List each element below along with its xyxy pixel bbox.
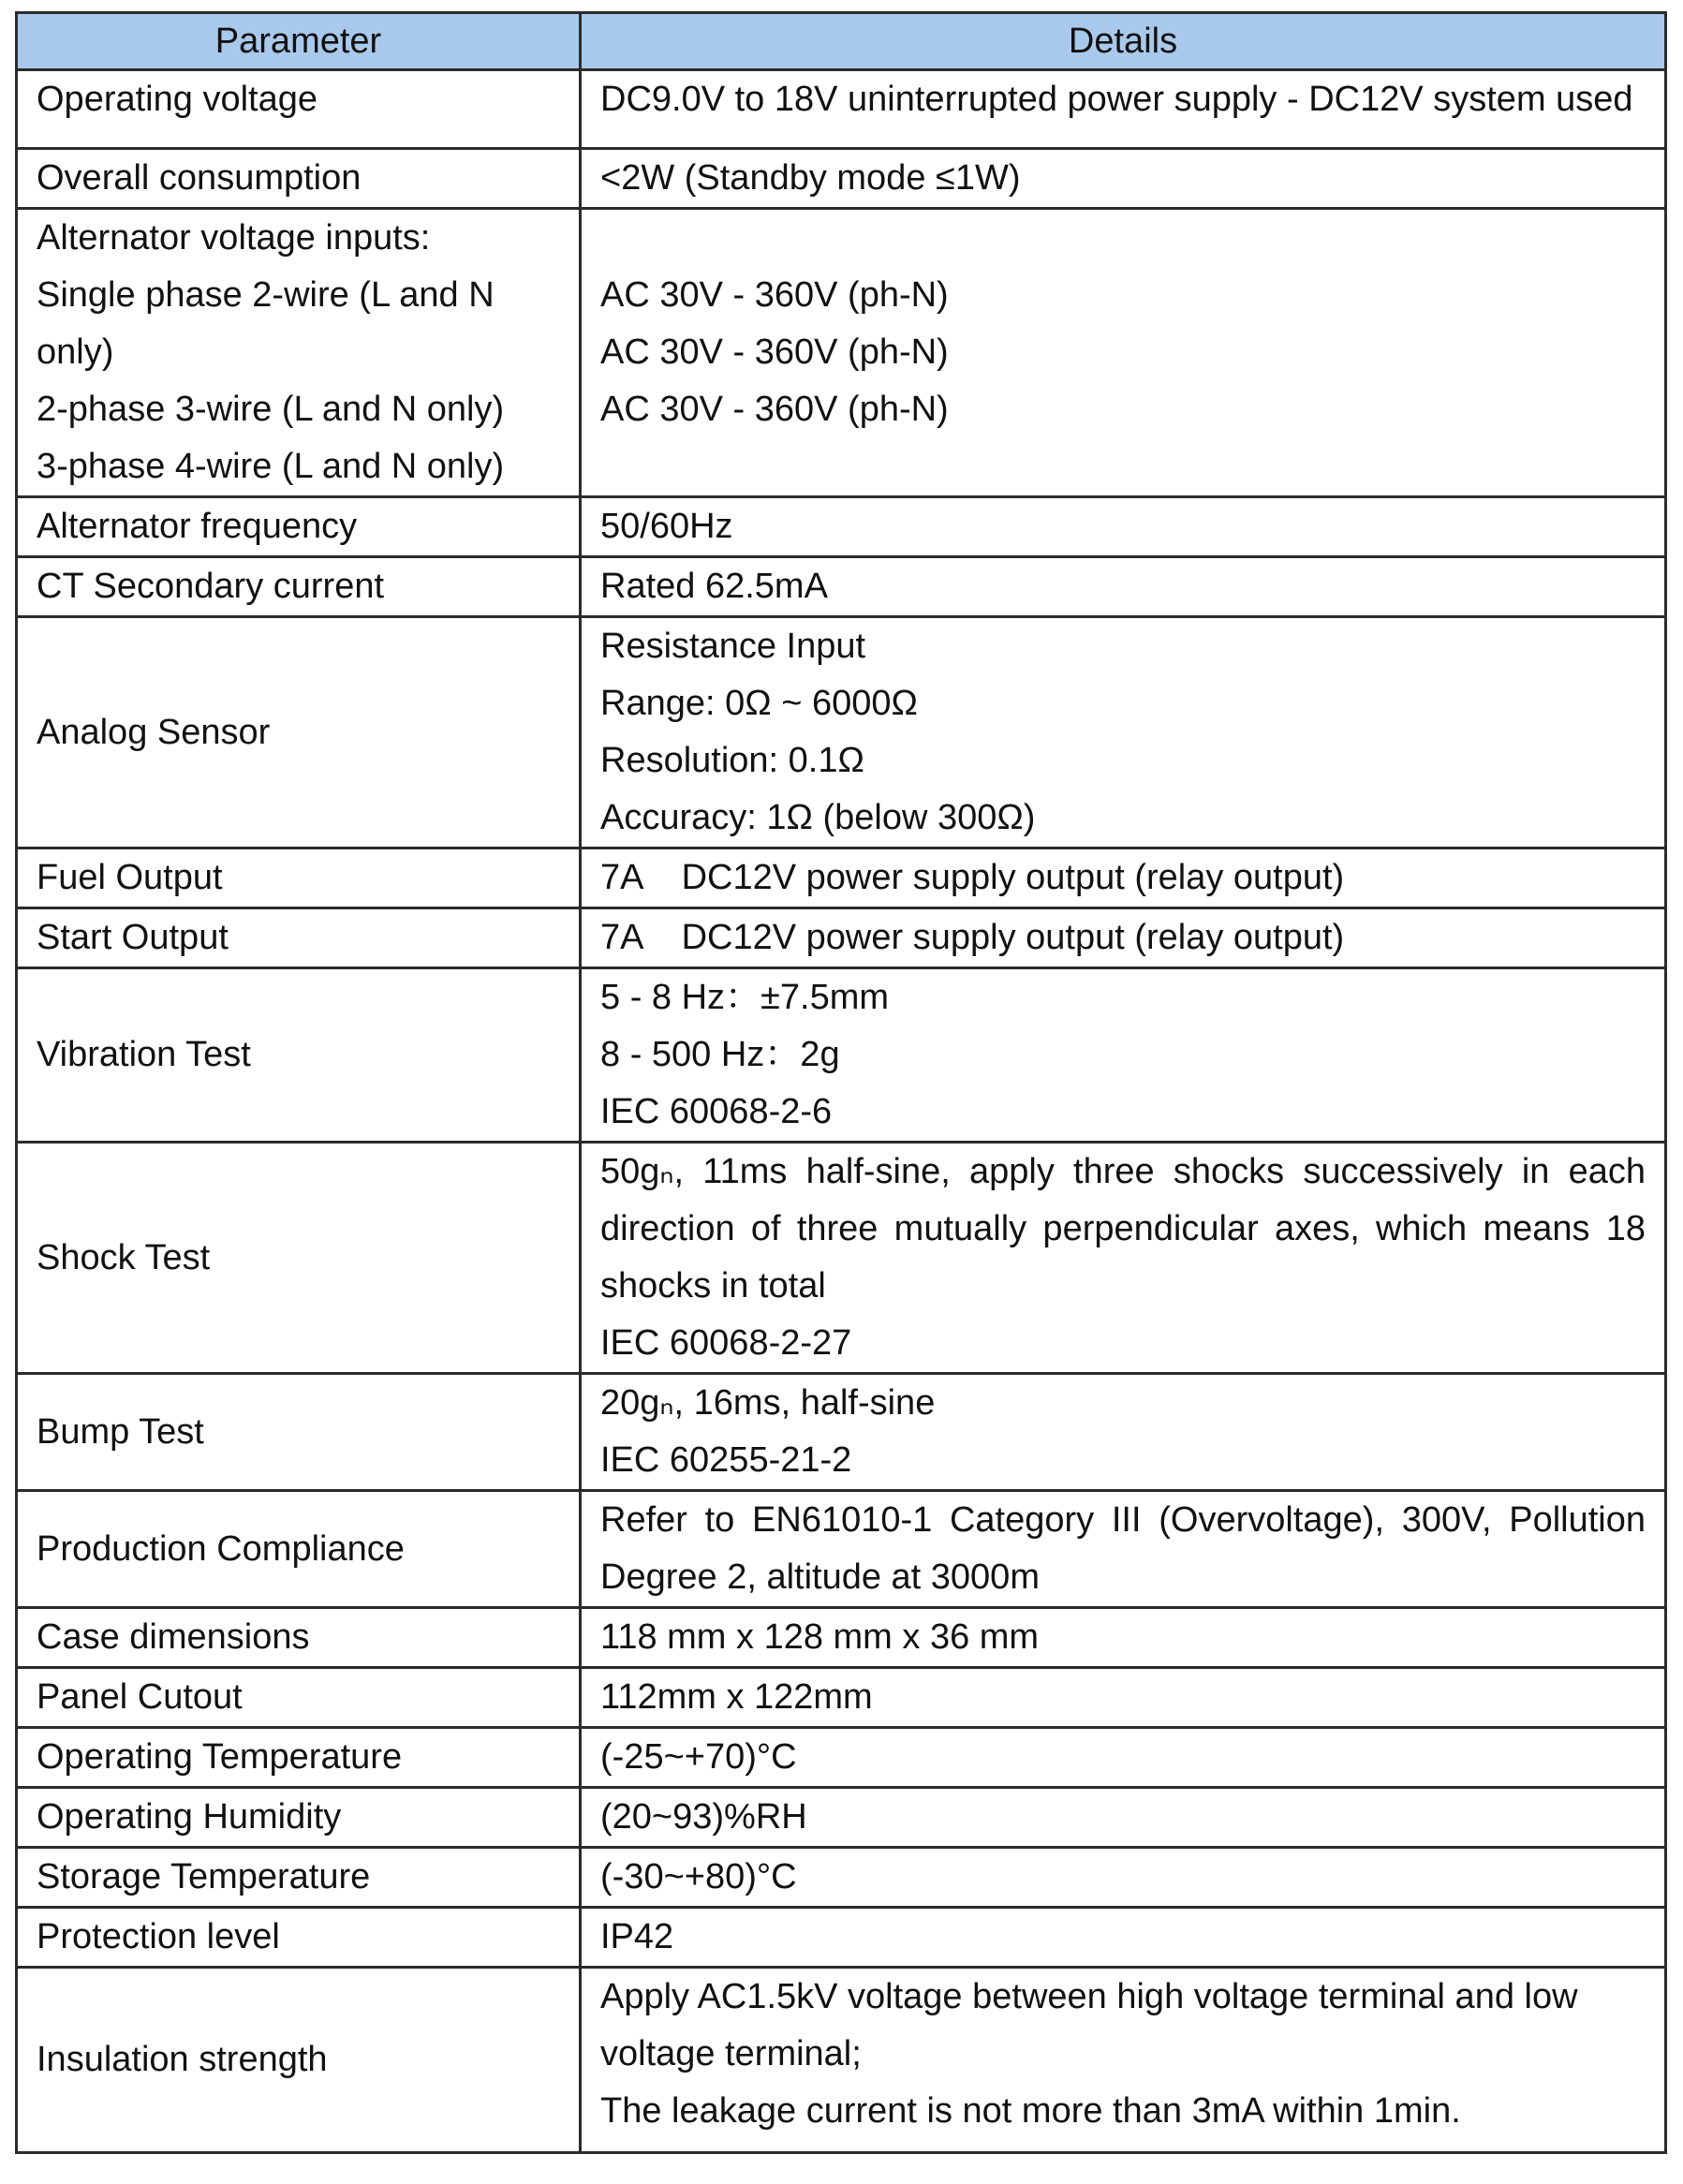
param-text: Fuel Output xyxy=(37,858,223,897)
details-cell xyxy=(581,557,1666,617)
header-parameter: Parameter xyxy=(17,13,581,70)
details-text: Rated 62.5mA xyxy=(600,567,828,606)
param-cell xyxy=(17,209,581,497)
param-text: Case dimensions xyxy=(37,1617,310,1657)
details-text: <2W (Standby mode ≤1W) xyxy=(600,158,1021,198)
details-text: Range: 0Ω ~ 6000Ω xyxy=(600,684,918,723)
details-text: 5 - 8 Hz：±7.5mm xyxy=(600,978,890,1017)
table-row xyxy=(17,617,1666,849)
table-row xyxy=(17,1848,1666,1908)
details-text: AC 30V - 360V (ph-N) xyxy=(600,390,949,429)
header-details: Details xyxy=(581,13,1666,70)
table-row xyxy=(17,149,1666,209)
details-text: IEC 60068-2-6 xyxy=(600,1092,833,1131)
details-cell xyxy=(581,617,1666,849)
table-row xyxy=(17,1668,1666,1728)
table-row xyxy=(17,1968,1666,2153)
param-cell xyxy=(17,1374,581,1491)
details-text: Refer to EN61010-1 Category III (Overvoltage), 300V, Pollution Degree 2, altitude at 3000m xyxy=(600,1500,1646,1597)
param-text: Alternator voltage inputs: xyxy=(37,218,431,258)
details-text: Resistance Input xyxy=(600,627,866,666)
param-text: Vibration Test xyxy=(37,1035,251,1074)
details-cell xyxy=(581,1668,1666,1728)
details-cell xyxy=(581,1728,1666,1788)
param-cell xyxy=(17,617,581,849)
details-text: IP42 xyxy=(600,1917,674,1956)
details-text: (20~93)%RH xyxy=(600,1797,807,1837)
details-cell xyxy=(581,70,1666,149)
table-row xyxy=(17,849,1666,908)
details-cell xyxy=(581,1608,1666,1668)
details-cell xyxy=(581,1788,1666,1848)
details-text: 7A DC12V power supply output (relay output) xyxy=(600,918,1345,957)
param-text: Panel Cutout xyxy=(37,1677,243,1717)
details-text: IEC 60068-2-27 xyxy=(600,1323,852,1363)
param-text: Operating voltage xyxy=(37,80,317,119)
param-cell xyxy=(17,1968,581,2153)
param-cell xyxy=(17,849,581,908)
details-text: The leakage current is not more than 3mA within 1min. xyxy=(600,2091,1461,2131)
table-row xyxy=(17,209,1666,497)
details-text: (-25~+70)°C xyxy=(600,1737,797,1777)
details-text: AC 30V - 360V (ph-N) xyxy=(600,275,949,315)
table-row xyxy=(17,1491,1666,1608)
details-cell xyxy=(581,1848,1666,1908)
details-text: 50gₙ, 11ms half-sine, apply three shocks successively in each direction of three mutually perpendicular axes, which means 18 shocks in total xyxy=(600,1152,1646,1306)
param-cell xyxy=(17,1728,581,1788)
param-cell xyxy=(17,149,581,209)
param-cell xyxy=(17,1668,581,1728)
table-row xyxy=(17,968,1666,1143)
param-text: Operating Temperature xyxy=(37,1737,403,1777)
details-text: 118 mm x 128 mm x 36 mm xyxy=(600,1617,1040,1657)
details-cell xyxy=(581,209,1666,497)
param-text: Start Output xyxy=(37,918,229,957)
details-cell xyxy=(581,497,1666,557)
param-text: Production Compliance xyxy=(37,1528,405,1569)
details-text: 50/60Hz xyxy=(600,507,733,546)
table-row xyxy=(17,70,1666,149)
param-text: CT Secondary current xyxy=(37,567,385,606)
param-text: Single phase 2-wire (L and N only) xyxy=(37,275,495,372)
details-cell xyxy=(581,1143,1666,1374)
details-text: 112mm x 122mm xyxy=(600,1677,873,1717)
table-row xyxy=(17,1374,1666,1491)
param-cell xyxy=(17,557,581,617)
table-row xyxy=(17,1608,1666,1668)
details-text: Apply AC1.5kV voltage between high voltage terminal and low voltage terminal; xyxy=(600,1977,1578,2073)
details-text: IEC 60255-21-2 xyxy=(600,1440,852,1480)
param-text: Bump Test xyxy=(37,1411,204,1452)
details-text: DC9.0V to 18V uninterrupted power supply - DC12V system used xyxy=(600,80,1633,119)
table-row xyxy=(17,497,1666,557)
param-cell xyxy=(17,1908,581,1968)
details-cell xyxy=(581,908,1666,968)
param-text: Operating Humidity xyxy=(37,1797,342,1837)
param-text: Insulation strength xyxy=(37,2040,328,2079)
param-text: Storage Temperature xyxy=(37,1857,371,1896)
details-cell xyxy=(581,1491,1666,1608)
param-cell xyxy=(17,70,581,149)
details-text xyxy=(600,210,1646,267)
param-cell xyxy=(17,1788,581,1848)
param-text: Shock Test xyxy=(37,1237,211,1277)
details-text: Resolution: 0.1Ω xyxy=(600,741,864,780)
param-cell xyxy=(17,1848,581,1908)
param-cell xyxy=(17,1608,581,1668)
details-cell xyxy=(581,968,1666,1143)
details-cell xyxy=(581,149,1666,209)
table-row xyxy=(17,557,1666,617)
table-row xyxy=(17,1143,1666,1374)
table-header-row xyxy=(17,13,1666,70)
details-cell xyxy=(581,849,1666,908)
param-text: Overall consumption xyxy=(37,158,362,198)
param-cell xyxy=(17,908,581,968)
details-text: 20gₙ, 16ms, half-sine xyxy=(600,1383,936,1423)
param-cell xyxy=(17,1491,581,1608)
param-text: Analog Sensor xyxy=(37,712,271,752)
table-row xyxy=(17,1728,1666,1788)
details-text: Accuracy: 1Ω (below 300Ω) xyxy=(600,798,1036,837)
param-text: Alternator frequency xyxy=(37,507,358,546)
details-text: AC 30V - 360V (ph-N) xyxy=(600,332,949,372)
details-cell xyxy=(581,1968,1666,2153)
param-text: Protection level xyxy=(37,1917,280,1956)
table-row xyxy=(17,908,1666,968)
param-cell xyxy=(17,968,581,1143)
details-cell xyxy=(581,1908,1666,1968)
param-cell xyxy=(17,1143,581,1374)
spec-table xyxy=(15,11,1667,2154)
param-text: 2-phase 3-wire (L and N only) xyxy=(37,390,505,429)
param-cell xyxy=(17,497,581,557)
details-text: 8 - 500 Hz：2g xyxy=(600,1035,840,1074)
param-text: 3-phase 4-wire (L and N only) xyxy=(37,447,505,486)
details-cell xyxy=(581,1374,1666,1491)
details-text: 7A DC12V power supply output (relay output) xyxy=(600,858,1345,897)
table-row xyxy=(17,1788,1666,1848)
details-text: (-30~+80)°C xyxy=(600,1857,797,1896)
table-row xyxy=(17,1908,1666,1968)
